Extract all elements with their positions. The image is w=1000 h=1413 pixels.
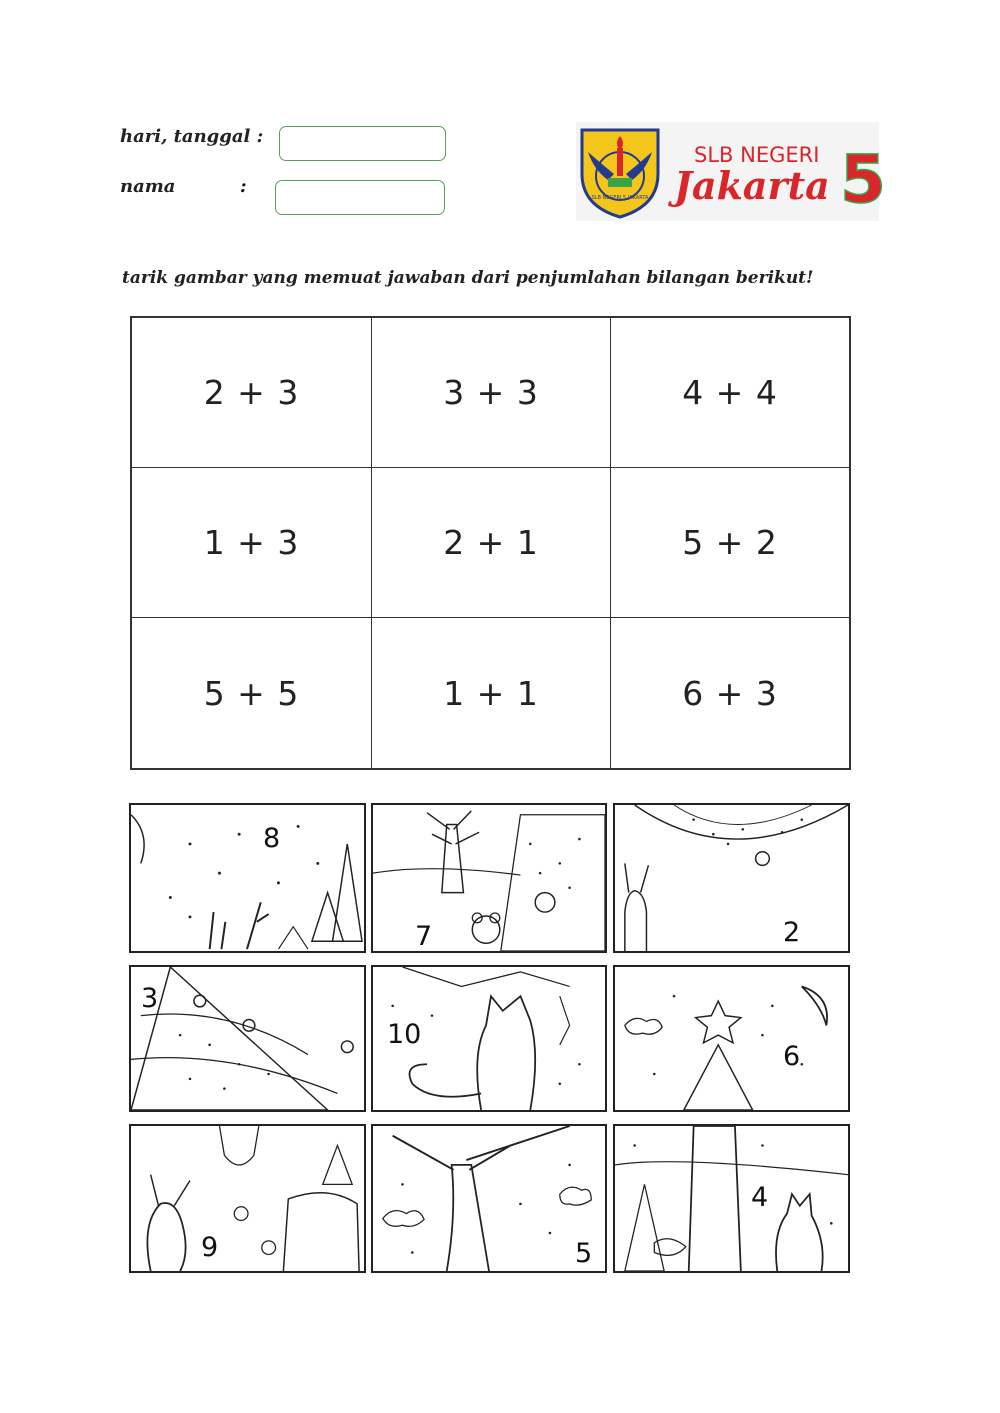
question-grid — [130, 316, 851, 770]
date-field[interactable] — [279, 126, 446, 161]
question-cell[interactable]: 6 + 3 — [682, 673, 778, 713]
name-field[interactable] — [275, 180, 445, 215]
tile-number: 4 — [751, 1182, 769, 1213]
question-cell[interactable]: 1 + 3 — [132, 468, 372, 618]
question-cell[interactable]: 3 + 3 — [372, 318, 611, 468]
picture-tile-star-moon[interactable] — [613, 965, 850, 1112]
winter-scene-icon — [615, 967, 848, 1110]
logo-line2: Jakarta — [674, 163, 830, 208]
picture-tile-christmas-tree[interactable] — [129, 965, 366, 1112]
picture-tile-tree-trunk[interactable] — [371, 1124, 607, 1273]
date-label: hari, tanggal : — [120, 126, 264, 147]
winter-scene-icon — [615, 1126, 848, 1271]
tile-number: 10 — [387, 1019, 422, 1050]
tile-number: 2 — [783, 917, 801, 948]
question-cell[interactable]: 2 + 3 — [132, 318, 372, 468]
question-cell[interactable]: 2 + 1 — [372, 468, 611, 618]
winter-scene-icon — [131, 1126, 364, 1271]
question-cell[interactable]: 5 + 5 — [132, 618, 372, 768]
tile-number: 8 — [263, 823, 281, 854]
tile-number: 3 — [141, 983, 159, 1014]
picture-tile-rabbit-stump[interactable] — [129, 1124, 366, 1273]
tile-number: 5 — [575, 1238, 593, 1269]
name-colon: : — [240, 176, 247, 197]
winter-scene-icon — [131, 805, 364, 951]
question-cell[interactable]: 5 + 2 — [611, 468, 849, 618]
school-logo — [576, 122, 886, 221]
logo-seal-text: SLB NEGERI 5 JAKARTA — [591, 195, 649, 201]
tile-number: 6 — [783, 1041, 801, 1072]
picture-tile-fox[interactable] — [371, 965, 607, 1112]
question-cell[interactable]: 4 + 4 — [611, 318, 849, 468]
winter-scene-icon — [131, 967, 364, 1110]
instruction-text: tarik gambar yang memuat jawaban dari penjumlahan bilangan berikut! — [122, 268, 814, 288]
picture-tile-moon-sky-pine[interactable] — [129, 803, 366, 953]
tile-number: 7 — [415, 921, 433, 952]
winter-scene-icon — [615, 805, 848, 951]
question-cell[interactable]: 1 + 1 — [372, 618, 611, 768]
winter-scene-icon — [373, 805, 605, 951]
logo-line1: SLB NEGERI — [694, 143, 820, 167]
picture-tile-trunk-fox[interactable] — [613, 1124, 850, 1273]
tile-number: 9 — [201, 1232, 219, 1263]
picture-tile-tree-bear[interactable] — [371, 803, 607, 953]
logo-number: 5 — [840, 141, 886, 218]
picture-tile-tree-rabbit[interactable] — [613, 803, 850, 953]
school-seal-icon — [582, 130, 658, 217]
name-label: nama — [120, 176, 176, 197]
winter-scene-icon — [373, 1126, 605, 1271]
